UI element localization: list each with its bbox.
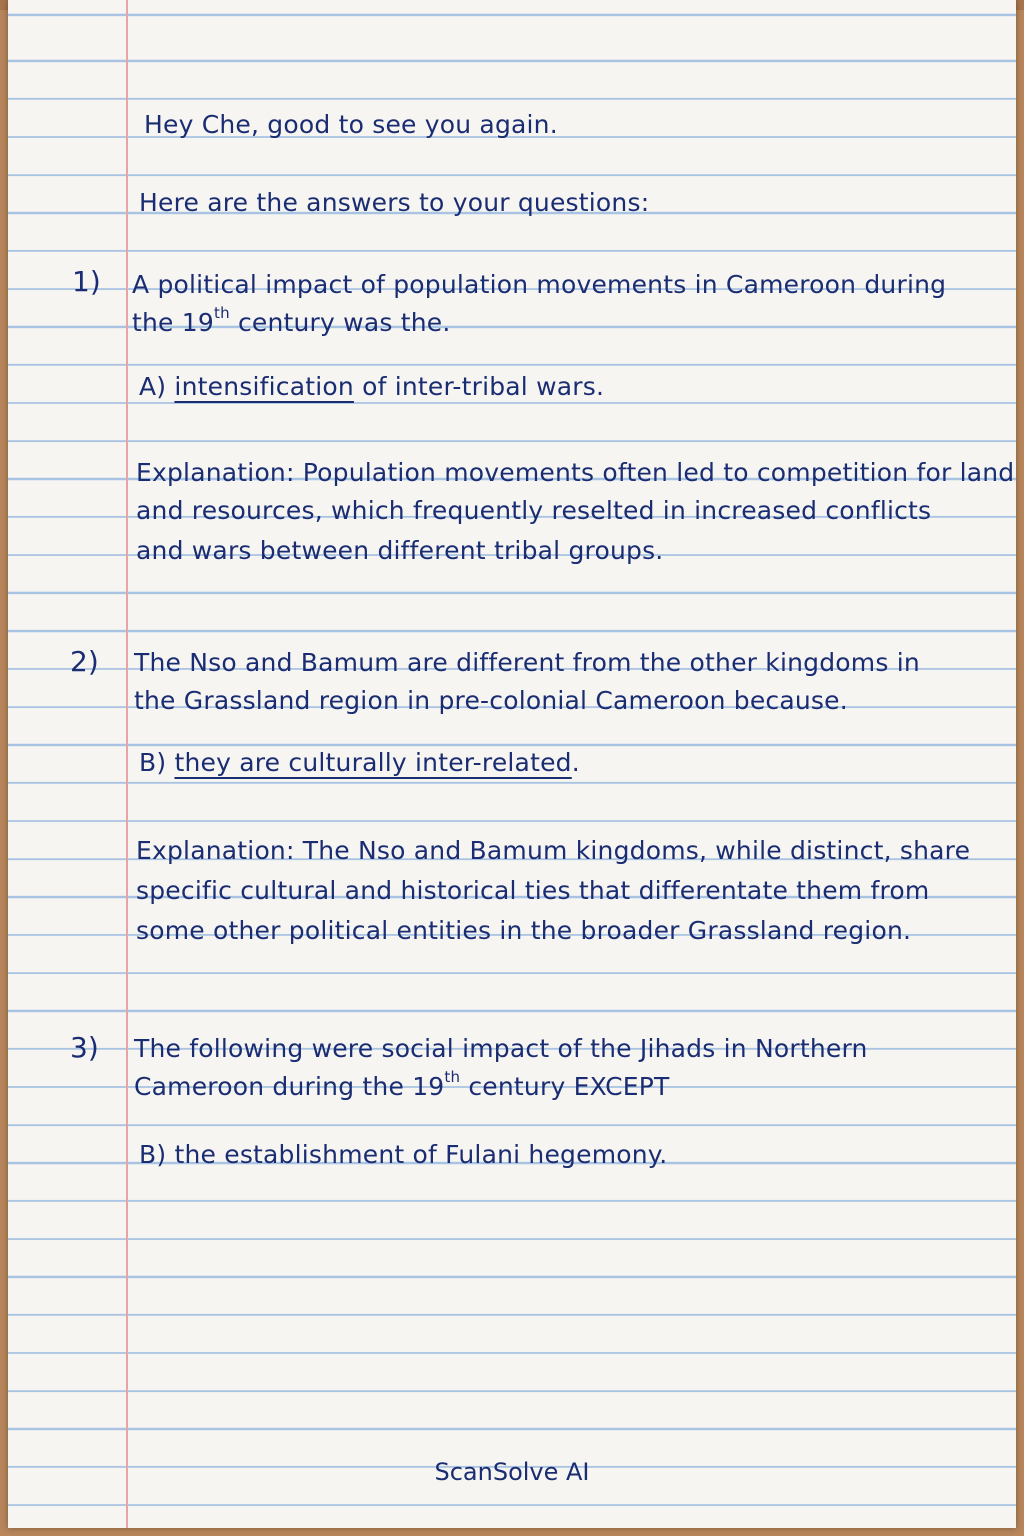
- answer-letter: A): [139, 372, 167, 401]
- answer-rest: the establishment of Fulani hegemony.: [166, 1140, 668, 1169]
- question-1-explanation-line-1: Explanation: Population movements often led to competition for land: [136, 458, 1015, 487]
- question-2-explanation-line-1: Explanation: The Nso and Bamum kingdoms, while distinct, share: [136, 836, 971, 865]
- margin-line: [126, 0, 128, 1528]
- greeting: Hey Che, good to see you again.: [144, 110, 558, 139]
- question-2-answer: [139, 750, 580, 775]
- answer-letter: B): [139, 1140, 167, 1169]
- question-2-line-1: The Nso and Bamum are different from the other kingdoms in: [134, 648, 920, 677]
- answer-underlined: they are culturally inter-related: [174, 748, 572, 777]
- question-1-explanation-line-2: and resources, which frequently reselted in increased conflicts: [136, 496, 932, 525]
- question-1-line-2: the 19th century was the.: [132, 304, 451, 337]
- question-1-line-1: A political impact of population movements in Cameroon during: [132, 270, 947, 299]
- question-2-explanation-line-3: some other political entities in the broader Grassland region.: [136, 916, 912, 945]
- question-2-explanation-line-2: specific cultural and historical ties that differentate them from: [136, 876, 930, 905]
- question-1-number: 1): [72, 265, 101, 298]
- question-3-number: 3): [70, 1031, 99, 1064]
- answer-underlined: intensification: [174, 372, 354, 401]
- question-3-answer: [139, 1142, 667, 1167]
- answer-letter: B): [139, 748, 167, 777]
- scansolve-footer: ScanSolve AI: [434, 1458, 590, 1486]
- question-2-line-2: the Grassland region in pre-colonial Cameroon because.: [134, 686, 848, 715]
- question-1-answer: [139, 374, 604, 399]
- intro-line: Here are the answers to your questions:: [139, 188, 650, 217]
- question-1-explanation-line-3: and wars between different tribal groups.: [136, 536, 664, 565]
- answer-rest: .: [571, 748, 580, 777]
- question-3-line-2: Cameroon during the 19th century EXCEPT: [134, 1068, 670, 1101]
- notebook-page: [8, 0, 1016, 1528]
- answer-rest: of inter-tribal wars.: [353, 372, 605, 401]
- question-2-number: 2): [70, 645, 99, 678]
- question-3-line-1: The following were social impact of the Jihads in Northern: [134, 1034, 868, 1063]
